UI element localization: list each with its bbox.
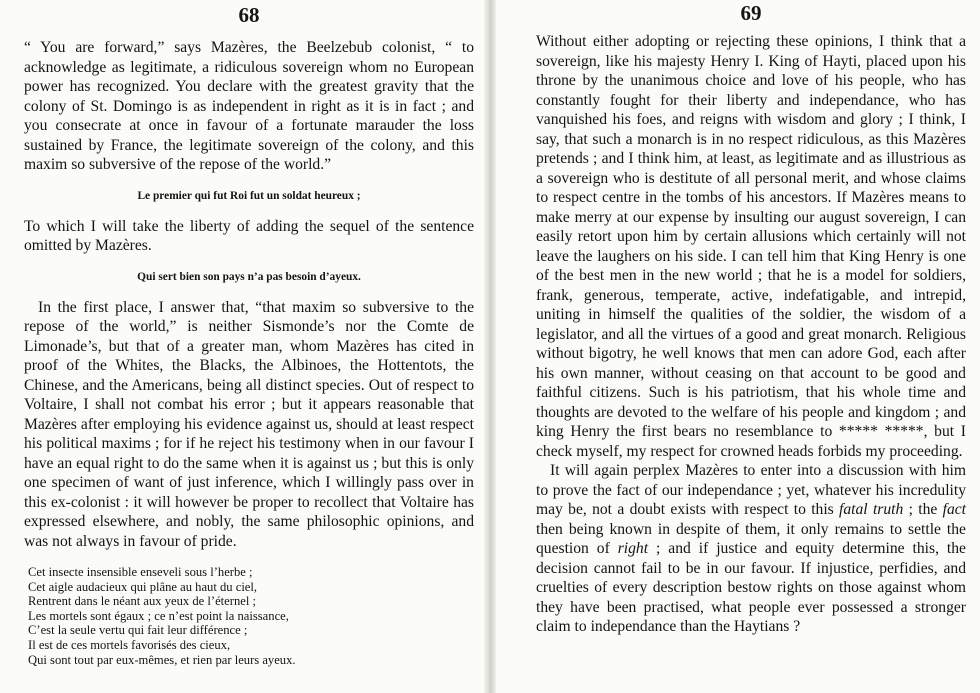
right-page xyxy=(496,0,980,693)
poem-line: Rentrent dans le néant aux yeux de l’éternel ; xyxy=(28,594,256,609)
text-line: thoughts are devoted to the welfare of his people and xyxy=(536,403,875,421)
text-line: opinions, and was not always in favour of pride. xyxy=(24,513,475,550)
quote-line: so subversive of the repose of the world.” xyxy=(71,156,332,173)
text-line: distinct species. Out of respect to Voltaire, I shall xyxy=(24,376,474,413)
text-line: should at least respect his political maxims ; for if xyxy=(24,415,474,452)
text-line: is in no respect ridiculous, as this Mazères pretends ; xyxy=(536,130,966,167)
quote-line: “ You are forward,” says Mazères, the Beelzebub xyxy=(24,39,382,56)
poem-line: Qui sont tout par eux-mêmes, et rien par leurs ayeux. xyxy=(28,652,296,667)
quote-line: of a fortunate marauder the loss sustained by France, xyxy=(24,117,474,154)
text-line: ties of the soldier, the wisdom of a legislator, and xyxy=(536,306,966,343)
text-line: this is only one specimen of want of just inference, xyxy=(24,454,474,491)
text-line: gious without bigotry, he well knows that men can xyxy=(536,325,966,362)
quote-line: the colony of St. Domingo is as independent in right xyxy=(24,78,474,115)
quote-line: colonist, “ to acknowledge as legitimate, a ridiculous xyxy=(24,39,474,76)
text-line: of a greater man, whom Mazères has cited in proof xyxy=(24,337,475,374)
sequel-paragraph xyxy=(24,217,474,256)
sequel-line: quel of the sentence omitted by Mazères. xyxy=(24,217,475,254)
voltaire-paragraph xyxy=(24,298,474,552)
text-line: It will again perplex Mazères to enter into a dis xyxy=(550,462,857,479)
text-line: tombs of his ancestors. If Mazères means to make xyxy=(536,189,967,226)
text-line: sions which certainly will not leave the laughers on xyxy=(536,228,967,265)
text-line: In the first place, I answer that, “that maxim so xyxy=(38,298,363,316)
text-line: fatigable, and intrepid, uniting in himself the quali xyxy=(536,286,966,323)
text-line: against whom they have been practised, what people xyxy=(536,579,966,616)
text-line: merry at our expense by insulting our august sove xyxy=(574,208,894,226)
book-gutter xyxy=(484,0,496,693)
text-line: ance ; yet, whatever his incredulity may be, not a xyxy=(536,481,966,518)
text-line: fact then being known in despite of them, it only re xyxy=(536,501,966,538)
page-number-left: 68 xyxy=(238,3,260,27)
poem-line: Il est de ces mortels favorisés des cieux, xyxy=(28,637,231,652)
text-line: trious as a sovereign who is destitute of all personal xyxy=(536,150,966,187)
text-line: cruelties of every description bestow rights on those xyxy=(536,579,878,596)
sequel-line: To which I will take the liberty of adding the se xyxy=(24,217,343,235)
text-line: Sismonde’s nor the Comte de Limonade’s, but that xyxy=(24,318,474,355)
text-line: not combat his error ; but it appears reasonable that xyxy=(131,396,475,413)
text-line: Mazères after employing his evidence against us, xyxy=(24,415,337,433)
french-poem xyxy=(28,565,474,667)
text-line: equal right to do the same when it is against us ; but xyxy=(76,454,406,472)
text-line: which I willingly pass over in this ex-colonist : it xyxy=(24,474,474,511)
left-page xyxy=(0,0,484,693)
text-line: the best men in the new world ; that he is a model xyxy=(554,267,890,284)
quote-line: the legitimate sovereign of the colony, and this maxim xyxy=(24,136,474,173)
text-line: of the Whites, the Blacks, the Albinoes, the Hot xyxy=(66,357,401,374)
text-line: Without either adopting or rejecting these opin xyxy=(536,33,843,50)
text-line: respect for crowned heads forbids my proceeding. xyxy=(650,442,963,460)
text-line: semblance to ***** *****, but I check myself, my xyxy=(536,423,966,460)
text-line: ever possessed a stronger claim to independance than xyxy=(536,598,966,635)
text-line: merit, and whose claims to respect centre in the xyxy=(536,169,966,206)
quote-line: sovereign whom no European power has recog xyxy=(24,58,474,95)
text-line: tentots, the Chinese, and the Americans, being all xyxy=(24,357,474,394)
text-line: Such is his patriotism, that his whole time and xyxy=(648,384,966,401)
text-line: the unanimous choice and love of his people, who xyxy=(604,72,946,89)
text-line: expressed elsewhere, and nobly, the same philosophic xyxy=(24,513,387,530)
text-line: ions, I think that a sovereign, like his majesty xyxy=(536,33,966,70)
text-line: for soldiers, frank, generous, temperate, active, inde xyxy=(536,267,966,304)
text-line: cussion with him to prove the fact of our independ xyxy=(536,462,967,499)
french-verse-line-1: Le premier qui fut Roi fut un soldat heureux ; xyxy=(137,189,361,202)
text-line: has constantly fought for their liberty and independ xyxy=(536,72,966,109)
poem-line: Les mortels sont égaux ; ce n’est point la naissance, xyxy=(28,608,289,623)
page-number-right: 69 xyxy=(740,1,762,25)
text-line: the Haytians ? xyxy=(710,618,801,635)
text-line: subversive to the repose of the world,” is neither xyxy=(24,298,474,335)
text-line: will however be proper to recollect that Voltaire has xyxy=(146,493,474,511)
maz-quote-paragraph xyxy=(24,38,474,175)
text-line: mains to settle the question of right ; and if justice xyxy=(536,520,966,557)
text-line: all the virtues of a good and great monarch. Reli xyxy=(628,325,933,343)
text-line: adore God, each after his own manner, without ceas xyxy=(536,345,966,382)
text-line: he reject his testimony when in our favour I have an xyxy=(24,435,474,472)
poem-line: Cet aigle audacieux qui plâne au haut du ciel, xyxy=(28,579,258,594)
poem-line: C’est la seule vertu qui fait leur différence ; xyxy=(28,623,248,638)
text-line: ance, who has vanquished his foes, and reigns with xyxy=(536,91,966,128)
independence-paragraph xyxy=(536,461,966,637)
text-line: and I think him, at least, as legitimate and as illus xyxy=(601,150,914,167)
french-verse-line-2: Qui sert bien son pays n’a pas besoin d’ayeux. xyxy=(137,270,361,283)
quote-line: nized. You declare with the greatest gravity that xyxy=(131,78,455,95)
quote-line: as it is in fact ; and you consecrate at once in favour xyxy=(24,97,474,134)
sovereign-paragraph xyxy=(536,32,966,461)
text-line: ing on that account to be good and faithful citizens. xyxy=(536,364,966,401)
text-line: reign, I can easily retort upon him by certain allu xyxy=(536,208,966,245)
text-line: doubt exists with respect to this fatal truth ; the xyxy=(629,501,943,518)
text-line: kingdom ; and king Henry the first bears no re xyxy=(536,403,966,440)
text-line: his side. I can tell him that King Henry is one of xyxy=(536,247,966,284)
text-line: to be in our favour. If injustice, perfidies, and xyxy=(667,559,966,577)
text-line: wisdom and glory ; I think, I say, that such a monarch xyxy=(536,111,966,148)
poem-line: Cet insecte insensible enseveli sous l’herbe ; xyxy=(28,565,253,579)
text-line: Henry I. King of Hayti, placed upon his throne by xyxy=(536,52,966,89)
text-line: and equity determine this, the decision cannot fail xyxy=(536,540,966,577)
